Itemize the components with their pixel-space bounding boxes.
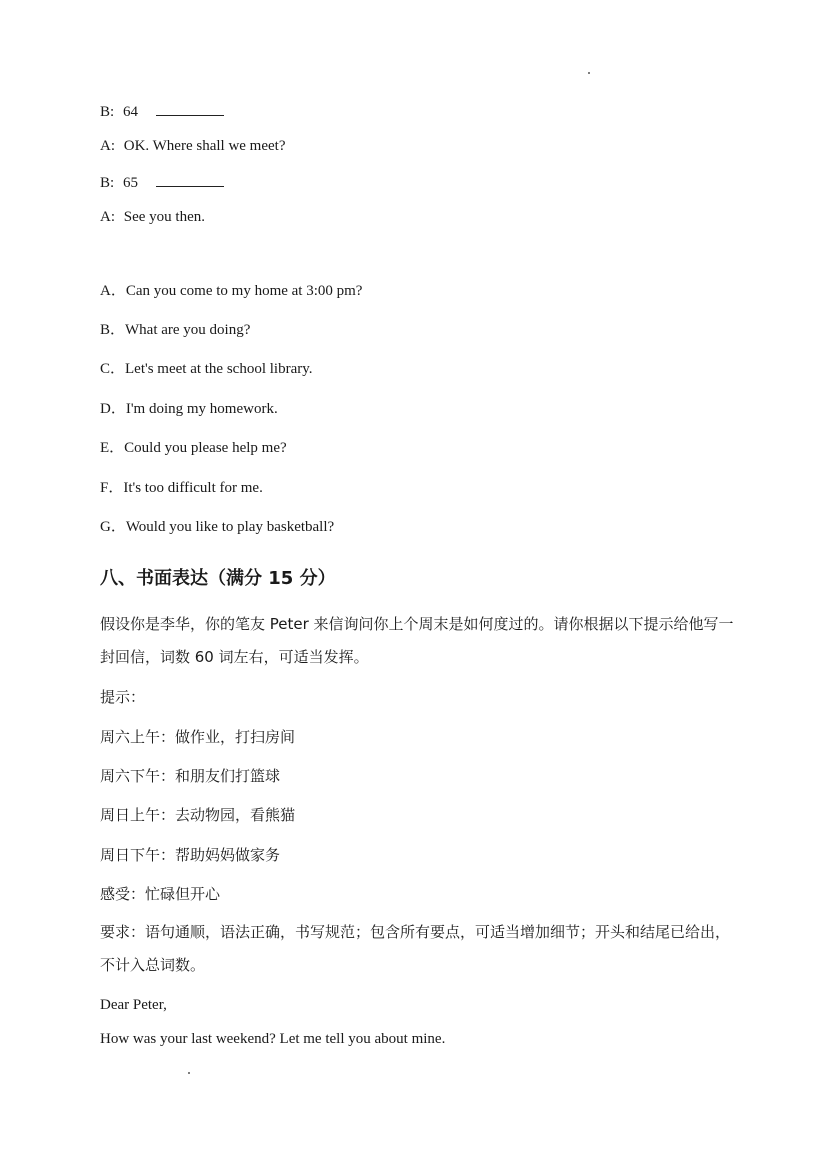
- dialogue-line: [100, 136, 737, 156]
- option-item: [100, 359, 737, 379]
- hint-item: 周六上午：做作业，打扫房间: [100, 728, 296, 746]
- hint-label: 提示：: [100, 688, 146, 706]
- scan-speck: [588, 72, 590, 74]
- speaker-label: A:: [100, 138, 115, 154]
- option-letter: D．: [100, 401, 126, 417]
- hint-item: 周日上午：去动物园，看熊猫: [100, 806, 296, 824]
- letter-opening: How was your last weekend? Let me tell you about mine.: [100, 1031, 446, 1047]
- section-heading: 八、书面表达（满分 15 分）: [100, 568, 336, 589]
- option-text: It's too difficult for me.: [123, 480, 263, 496]
- option-text: Can you come to my home at 3:00 pm?: [125, 283, 363, 299]
- writing-prompt: 假设你是李华，你的笔友 Peter 来信询问你上个周末是如何度过的。请你根据以下提示给他写一封回信，词数 60 词左右，可适当发挥。: [100, 615, 734, 666]
- option-letter: C．: [100, 361, 126, 377]
- speaker-label: B:: [100, 104, 115, 120]
- option-letter: B．: [100, 322, 126, 338]
- letter-greeting: Dear Peter,: [100, 997, 167, 1013]
- option-item: [100, 478, 737, 498]
- blank-number: 65: [122, 175, 138, 191]
- option-item: [100, 320, 737, 340]
- option-letter: E．: [100, 440, 125, 456]
- dialogue-line: [100, 172, 737, 193]
- option-item: [100, 517, 737, 537]
- option-text: What are you doing?: [125, 322, 251, 338]
- option-letter: G．: [100, 519, 126, 535]
- option-text: Let's meet at the school library.: [125, 361, 313, 377]
- requirement-text: 要求：语句通顺，语法正确，书写规范；包含所有要点，可适当增加细节；开头和结尾已给出，不计入总词数。: [100, 923, 731, 974]
- hint-item: 周六下午：和朋友们打篮球: [100, 767, 281, 785]
- hint-item: 周日下午：帮助妈妈做家务: [100, 846, 281, 864]
- dialogue-text: See you then.: [123, 209, 205, 225]
- answer-blank[interactable]: [156, 172, 224, 187]
- option-text: I'm doing my homework.: [125, 401, 278, 417]
- speaker-label: A:: [100, 209, 115, 225]
- hint-item: 感受：忙碌但开心: [100, 885, 221, 903]
- dialogue-line: [100, 101, 737, 122]
- option-item: [100, 438, 737, 458]
- dialogue-text: OK. Where shall we meet?: [123, 138, 286, 154]
- blank-number: 64: [122, 104, 138, 120]
- scan-speck: [188, 1072, 190, 1074]
- option-item: [100, 281, 737, 301]
- answer-blank[interactable]: [156, 101, 224, 116]
- speaker-label: B:: [100, 175, 115, 191]
- option-letter: F．: [100, 480, 124, 496]
- option-text: Could you please help me?: [124, 440, 287, 456]
- option-text: Would you like to play basketball?: [125, 519, 335, 535]
- option-item: [100, 399, 737, 419]
- dialogue-line: [100, 207, 737, 227]
- option-letter: A．: [100, 283, 126, 299]
